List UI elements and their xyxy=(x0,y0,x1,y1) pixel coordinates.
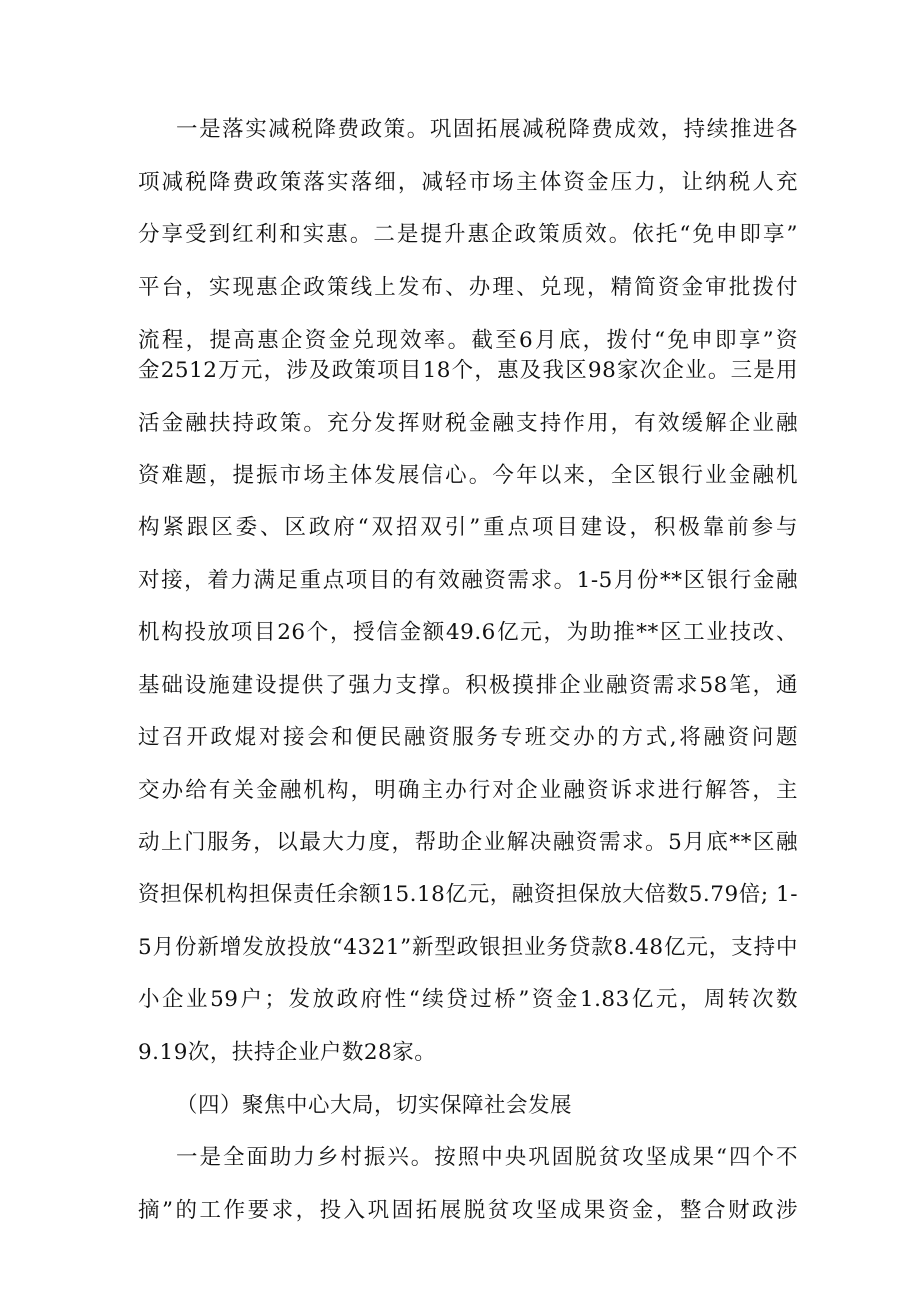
paragraph-line: 分享受到红利和实惠。二是提升惠企政策质效。依托“免申即享” xyxy=(138,222,798,247)
paragraph-line: 摘”的工作要求，投入巩固拓展脱贫攻坚成果资金，整合财政涉 xyxy=(138,1198,798,1223)
paragraph-line: 动上门服务，以最大力度，帮助企业解决融资需求。5月底**区融 xyxy=(138,830,798,855)
paragraph-line: 9.19次，扶持企业户数28家。 xyxy=(138,1040,437,1065)
paragraph-line: 交办给有关金融机构，明确主办行对企业融资诉求进行解答，主 xyxy=(138,778,798,803)
paragraph-line: 对接，着力满足重点项目的有效融资需求。1-5月份**区银行金融 xyxy=(138,568,798,593)
paragraph-line: 基础设施建设提供了强力支撑。积极摸排企业融资需求58笔，通 xyxy=(138,673,798,698)
paragraph-line: 资难题，提振市场主体发展信心。今年以来，全区银行业金融机 xyxy=(138,463,798,488)
paragraph-line: 资担保机构担保责任余额15.18亿元，融资担保放大倍数5.79倍; 1- xyxy=(138,882,798,907)
paragraph-line: 过召开政焜对接会和便民融资服务专班交办的方式,将融资问题 xyxy=(138,725,798,750)
paragraph-line: 一是全面助力乡村振兴。按照中央巩固脱贫攻坚成果“四个不 xyxy=(176,1145,798,1170)
paragraph-line: 构紧跟区委、区政府“双招双引”重点项目建设，积极靠前参与 xyxy=(138,515,798,540)
paragraph-line: 一是落实减税降费政策。巩固拓展减税降费成效，持续推进各 xyxy=(176,117,798,142)
paragraph-line: 金2512万元，涉及政策项目18个，惠及我区98家次企业。三是用 xyxy=(138,358,798,383)
section-heading: （四）聚焦中心大局，切实保障社会发展 xyxy=(176,1093,573,1118)
paragraph-line: 活金融扶持政策。充分发挥财税金融支持作用，有效缓解企业融 xyxy=(138,411,798,436)
paragraph-line: 流程，提高惠企资金兑现效率。截至6月底，拨付“免申即享”资 xyxy=(138,328,798,353)
paragraph-line: 项减税降费政策落实落细，减轻市场主体资金压力，让纳税人充 xyxy=(138,170,798,195)
paragraph-line: 小企业59户；发放政府性“续贷过桥”资金1.83亿元，周转次数 xyxy=(138,987,798,1012)
paragraph-line: 平台，实现惠企政策线上发布、办理、兑现，精简资金审批拨付 xyxy=(138,275,798,300)
paragraph-line: 机构投放项目26个，授信金额49.6亿元，为助推**区工业技改、 xyxy=(138,620,798,645)
paragraph-line: 5月份新增发放投放“4321”新型政银担业务贷款8.48亿元，支持中 xyxy=(138,935,798,960)
